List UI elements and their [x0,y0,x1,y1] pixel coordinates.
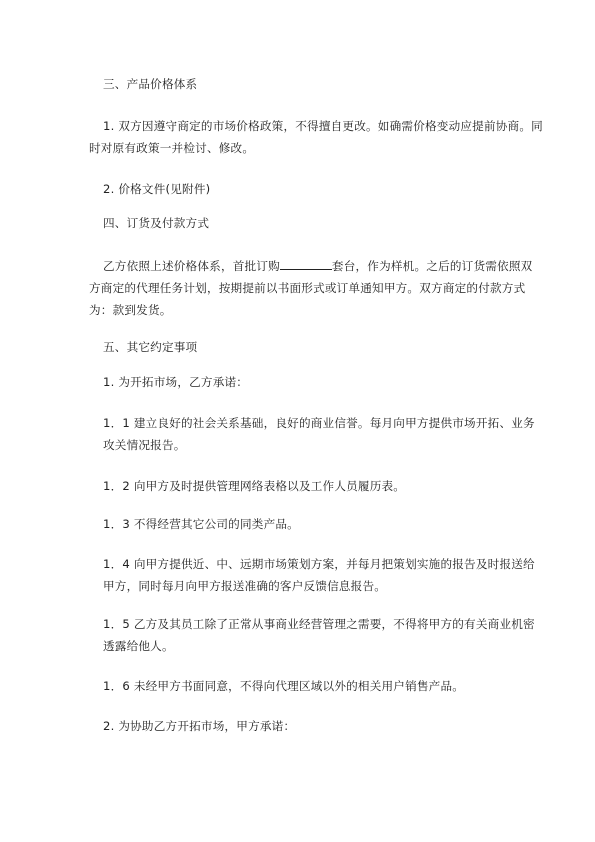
paragraph-party-a-commitments: 2. 为协助乙方开拓市场，甲方承诺： [103,719,296,733]
paragraph-item-1-3: 1．3 不得经营其它公司的同类产品。 [103,517,299,531]
paragraph-ordering-part2: 套台，作为样机。之后的订货需依照双方商定的代理任务计划，按期提前以书面形式或订单通知甲方。双方商定的付款方式为：款到发货。 [89,259,533,317]
paragraph-item-1-4: 1．4 向甲方提供近、中、远期市场策划方案，并每月把策划实施的报告及时报送给甲方，同时每月向甲方报送准确的客户反馈信息报告。 [103,557,535,593]
paragraph-price-file: 2. 价格文件(见附件) [103,182,211,196]
paragraph-ordering [89,255,543,321]
paragraph-item-1-5: 1．5 乙方及其员工除了正常从事商业经营管理之需要，不得将甲方的有关商业机密透露给他人。 [103,617,535,653]
paragraph-item-1-1: 1．1 建立良好的社会关系基础，良好的商业信誉。每月向甲方提供市场开拓、业务攻关情况报告。 [103,416,535,452]
section-heading-price-system: 三、产品价格体系 [103,77,198,91]
paragraph-party-b-commitments: 1. 为开拓市场，乙方承诺： [103,375,249,389]
fill-in-blank [280,257,332,270]
section-heading-ordering-payment: 四、订货及付款方式 [103,216,210,230]
paragraph-price-policy: 1. 双方因遵守商定的市场价格政策，不得擅自更改。如确需价格变动应提前协商。同时对原有政策一并检讨、修改。 [89,119,543,155]
paragraph-item-1-6: 1．6 未经甲方书面同意，不得向代理区域以外的相关用户销售产品。 [103,679,465,693]
section-heading-other-matters: 五、其它约定事项 [103,340,198,354]
paragraph-ordering-part1: 乙方依照上述价格体系，首批订购 [103,259,280,273]
paragraph-item-1-2: 1．2 向甲方及时提供管理网络表格以及工作人员履历表。 [103,479,406,493]
